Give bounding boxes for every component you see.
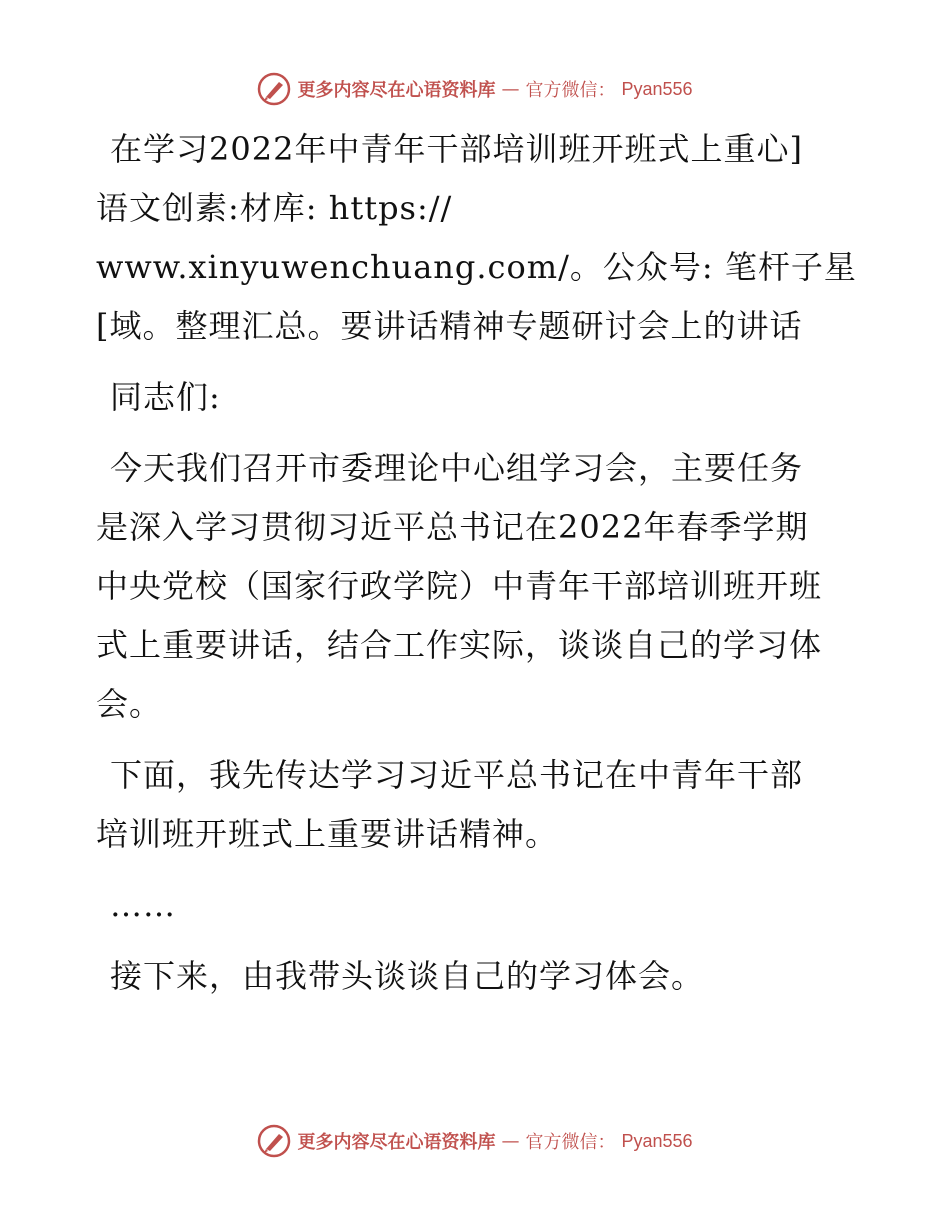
watermark-label: 官方微信： bbox=[525, 1132, 616, 1153]
paragraph-1 bbox=[96, 439, 866, 734]
watermark-label: 官方微信： bbox=[525, 80, 616, 101]
header-line: 在学习2022年中青年干部培训班开班式上重心] bbox=[110, 130, 803, 168]
watermark-main-text: 更多内容尽在心语资料库 bbox=[297, 80, 496, 101]
watermark-separator: — bbox=[501, 1130, 520, 1152]
header-line: 语文创素:材库: https:// bbox=[96, 189, 453, 227]
paragraph-line: 培训班开班式上重要讲话精神。 bbox=[96, 815, 559, 853]
paragraph-line: 式上重要讲话，结合工作实际，谈谈自己的学习体 bbox=[96, 626, 823, 664]
paragraph-3: 接下来，由我带头谈谈自己的学习体会。 bbox=[110, 957, 705, 995]
pen-logo-icon bbox=[257, 1124, 291, 1158]
watermark-banner-top bbox=[0, 72, 950, 106]
header-line: www.xinyuwenchuang.com/。公众号: 笔杆子星 bbox=[96, 248, 857, 286]
watermark-main-text: 更多内容尽在心语资料库 bbox=[297, 1132, 496, 1153]
ellipsis: …… bbox=[110, 886, 176, 924]
watermark-wechat-id: Pyan556 bbox=[621, 78, 693, 99]
header-line: [域。整理汇总。要讲话精神专题研讨会上的讲话 bbox=[96, 307, 803, 345]
document-body bbox=[96, 120, 866, 1006]
paragraph-line: 今天我们召开市委理论中心组学习会，主要任务 bbox=[110, 449, 804, 487]
greeting: 同志们: bbox=[110, 378, 221, 416]
paragraph-2 bbox=[96, 746, 866, 864]
watermark-wechat-id: Pyan556 bbox=[621, 1130, 693, 1151]
pen-logo-icon bbox=[257, 72, 291, 106]
watermark-separator: — bbox=[501, 78, 520, 100]
paragraph-line: 会。 bbox=[96, 685, 163, 723]
paragraph-line: 是深入学习贯彻习近平总书记在2022年春季学期 bbox=[96, 508, 809, 546]
paragraph-line: 中央党校（国家行政学院）中青年干部培训班开班 bbox=[96, 567, 823, 605]
paragraph-line: 下面，我先传达学习习近平总书记在中青年干部 bbox=[110, 756, 804, 794]
watermark-banner-bottom bbox=[0, 1124, 950, 1158]
